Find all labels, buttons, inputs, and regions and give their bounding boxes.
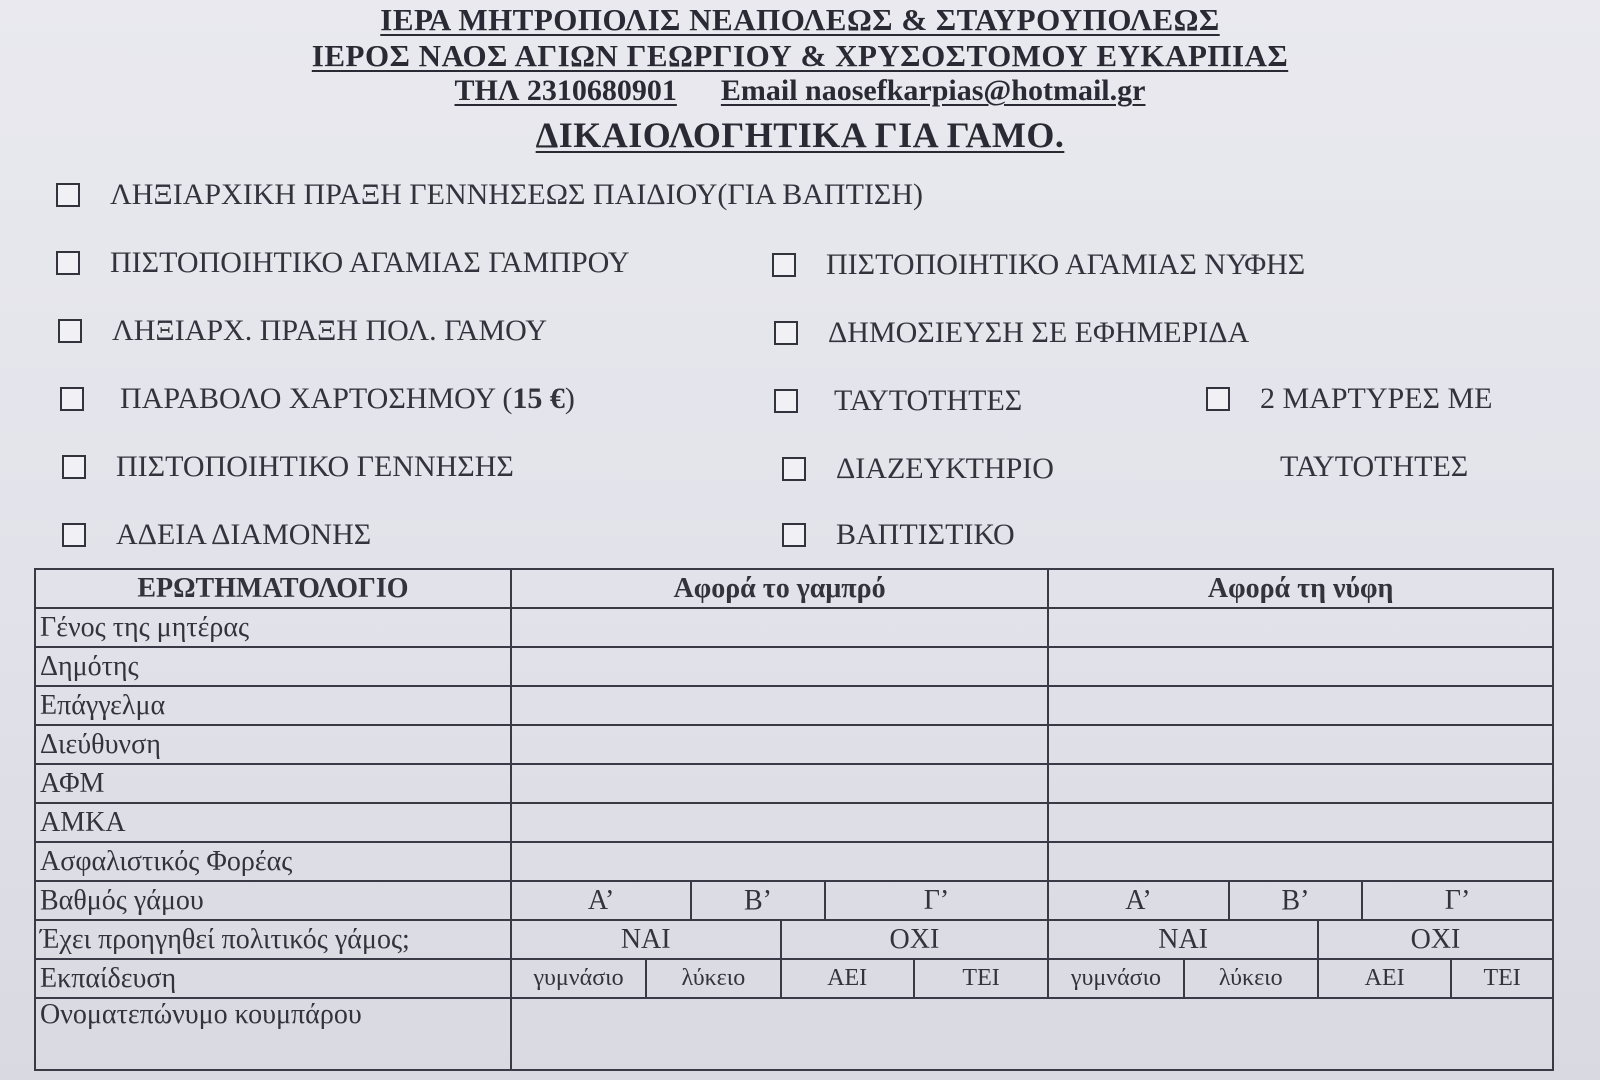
row-label-prior-civil: Έχει προηγηθεί πολιτικός γάμος; xyxy=(35,920,511,959)
checklist-item-birth-act-child[interactable] xyxy=(56,178,923,212)
page-title: ΔΙΚΑΙΟΛΟΓΗΤΙΚΑ ΓΙΑ ΓΑΜΟ. xyxy=(535,115,1065,155)
checklist-label: ΠΙΣΤΟΠΟΙΗΤΙΚΟ ΑΓΑΜΙΑΣ ΝΥΦΗΣ xyxy=(826,248,1306,281)
checklist-label: ΠΑΡΑΒΟΛΟ ΧΑΡΤΟΣΗΜΟΥ (15 €) xyxy=(120,382,575,415)
checkbox[interactable] xyxy=(782,457,806,481)
bride-mother-maiden-field[interactable] xyxy=(1048,608,1553,647)
groom-address-field[interactable] xyxy=(511,725,1048,764)
checklist-item-newspaper-publication[interactable] xyxy=(774,316,1249,350)
groom-degree-a[interactable]: Α’ xyxy=(511,881,691,920)
bride-citizen-field[interactable] xyxy=(1048,647,1553,686)
bride-edu-lyceum[interactable]: λύκειο xyxy=(1184,959,1318,998)
checklist-label: ΠΙΣΤΟΠΟΙΗΤΙΚΟ ΑΓΑΜΙΑΣ ΓΑΜΠΡΟΥ xyxy=(110,246,630,279)
checkbox[interactable] xyxy=(782,523,806,547)
checklist-label: 2 ΜΑΡΤΥΡΕΣ ΜΕ xyxy=(1260,382,1493,415)
bride-afm-field[interactable] xyxy=(1048,764,1553,803)
row-label-marriage-degree: Βαθμός γάμου xyxy=(35,881,511,920)
groom-insurer-field[interactable] xyxy=(511,842,1048,881)
checklist-label: ΠΙΣΤΟΠΟΙΗΤΙΚΟ ΓΕΝΝΗΣΗΣ xyxy=(116,450,514,483)
bride-prior-civil-no[interactable]: ΟΧΙ xyxy=(1318,920,1553,959)
row-label-profession: Επάγγελμα xyxy=(35,686,511,725)
row-label-best-man: Ονοματεπώνυμο κουμπάρου xyxy=(35,998,511,1070)
groom-edu-gymnasium[interactable]: γυμνάσιο xyxy=(511,959,646,998)
row-label-insurer: Ασφαλιστικός Φορέας xyxy=(35,842,511,881)
checklist-label: ΔΙΑΖΕΥΚΤΗΡΙΟ xyxy=(836,452,1054,485)
table-row-prior-civil xyxy=(35,920,1553,959)
checklist-item-bride-single-cert[interactable] xyxy=(772,248,1305,282)
groom-edu-lyceum[interactable]: λύκειο xyxy=(646,959,780,998)
groom-amka-field[interactable] xyxy=(511,803,1048,842)
bride-edu-gymnasium[interactable]: γυμνάσιο xyxy=(1048,959,1183,998)
bride-degree-b[interactable]: Β’ xyxy=(1229,881,1362,920)
checkbox[interactable] xyxy=(60,387,84,411)
checklist-label: ΔΗΜΟΣΙΕΥΣΗ ΣΕ ΕΦΗΜΕΡΙΔΑ xyxy=(828,316,1250,349)
checklist-item-residence-permit[interactable] xyxy=(62,518,371,552)
row-label-education: Εκπαίδευση xyxy=(35,959,511,998)
checklist-item-birth-cert[interactable] xyxy=(62,450,514,484)
table-row xyxy=(35,647,1553,686)
questionnaire-table xyxy=(34,568,1554,1071)
best-man-field[interactable] xyxy=(511,998,1553,1070)
checklist-label: ΑΔΕΙΑ ΔΙΑΜΟΝΗΣ xyxy=(116,518,372,551)
phone-number: ΤΗΛ 2310680901 xyxy=(454,74,677,107)
row-label-amka: ΑΜΚΑ xyxy=(35,803,511,842)
checkbox[interactable] xyxy=(62,455,86,479)
checklist-item-baptism-cert[interactable] xyxy=(782,518,1015,552)
groom-profession-field[interactable] xyxy=(511,686,1048,725)
groom-citizen-field[interactable] xyxy=(511,647,1048,686)
groom-edu-aei[interactable]: ΑΕΙ xyxy=(781,959,914,998)
checkbox[interactable] xyxy=(62,523,86,547)
bride-address-field[interactable] xyxy=(1048,725,1553,764)
bride-prior-civil-yes[interactable]: ΝΑΙ xyxy=(1048,920,1318,959)
church-name: ΙΕΡΟΣ ΝΑΟΣ ΑΓΙΩΝ ΓΕΩΡΓΙΟΥ & ΧΡΥΣΟΣΤΟΜΟΥ ΕΥΚΑΡΠΙΑΣ xyxy=(311,38,1289,73)
groom-degree-b[interactable]: Β’ xyxy=(691,881,824,920)
contact-line xyxy=(0,74,1600,108)
checklist-item-groom-single-cert[interactable] xyxy=(56,246,630,280)
bride-profession-field[interactable] xyxy=(1048,686,1553,725)
email-address: Email naosefkarpias@hotmail.gr xyxy=(720,74,1146,107)
bride-column-header: Αφορά τη νύφη xyxy=(1048,569,1553,608)
checklist-item-witnesses[interactable] xyxy=(1206,382,1493,416)
groom-prior-civil-no[interactable]: ΟΧΙ xyxy=(781,920,1049,959)
table-row xyxy=(35,842,1553,881)
row-label-mother-maiden: Γένος της μητέρας xyxy=(35,608,511,647)
table-row xyxy=(35,803,1553,842)
questionnaire-title: ΕΡΩΤΗΜΑΤΟΛΟΓΙΟ xyxy=(35,569,511,608)
table-row-marriage-degree xyxy=(35,881,1553,920)
table-row xyxy=(35,608,1553,647)
table-row xyxy=(35,764,1553,803)
checkbox[interactable] xyxy=(1206,387,1230,411)
checkbox[interactable] xyxy=(772,253,796,277)
bride-edu-aei[interactable]: ΑΕΙ xyxy=(1318,959,1451,998)
bride-degree-c[interactable]: Γ’ xyxy=(1362,881,1553,920)
groom-prior-civil-yes[interactable]: ΝΑΙ xyxy=(511,920,781,959)
checkbox[interactable] xyxy=(58,319,82,343)
bride-insurer-field[interactable] xyxy=(1048,842,1553,881)
metropolis-name: ΙΕΡΑ ΜΗΤΡΟΠΟΛΙΣ ΝΕΑΠΟΛΕΩΣ & ΣΤΑΥΡΟΥΠΟΛΕΩΣ xyxy=(380,2,1220,37)
table-row-education xyxy=(35,959,1553,998)
checklist-label: ΛΗΞΙΑΡΧ. ΠΡΑΞΗ ΠΟΛ. ΓΑΜΟΥ xyxy=(112,314,547,347)
table-row xyxy=(35,686,1553,725)
checkbox[interactable] xyxy=(56,251,80,275)
table-row xyxy=(35,725,1553,764)
groom-degree-c[interactable]: Γ’ xyxy=(825,881,1049,920)
row-label-address: Διεύθυνση xyxy=(35,725,511,764)
row-label-afm: ΑΦΜ xyxy=(35,764,511,803)
groom-column-header: Αφορά το γαμπρό xyxy=(511,569,1048,608)
bride-edu-tei[interactable]: ΤΕΙ xyxy=(1451,959,1553,998)
witnesses-label-continued: ΤΑΥΤΟΤΗΤΕΣ xyxy=(1280,450,1469,483)
checklist-label: ΒΑΠΤΙΣΤΙΚΟ xyxy=(836,518,1015,551)
checklist-item-civil-marriage-act[interactable] xyxy=(58,314,547,348)
groom-afm-field[interactable] xyxy=(511,764,1048,803)
bride-amka-field[interactable] xyxy=(1048,803,1553,842)
table-header-row xyxy=(35,569,1553,608)
fee-amount: 15 € xyxy=(512,382,565,415)
groom-mother-maiden-field[interactable] xyxy=(511,608,1048,647)
checkbox[interactable] xyxy=(56,183,80,207)
checklist-label: ΛΗΞΙΑΡΧΙΚΗ ΠΡΑΞΗ ΓΕΝΝΗΣΕΩΣ ΠΑΙΔΙΟΥ(ΓΙΑ ΒΑΠΤΙΣΗ) xyxy=(110,178,924,211)
checklist-item-stamp-fee[interactable] xyxy=(60,382,575,416)
checklist-item-divorce-decree[interactable] xyxy=(782,452,1054,486)
checkbox[interactable] xyxy=(774,389,798,413)
bride-degree-a[interactable]: Α’ xyxy=(1048,881,1228,920)
row-label-citizen: Δημότης xyxy=(35,647,511,686)
checklist-item-ids[interactable] xyxy=(774,384,1022,418)
table-row-best-man xyxy=(35,998,1553,1070)
checklist-label: ΤΑΥΤΟΤΗΤΕΣ xyxy=(834,384,1023,417)
checkbox[interactable] xyxy=(774,321,798,345)
groom-edu-tei[interactable]: ΤΕΙ xyxy=(914,959,1048,998)
